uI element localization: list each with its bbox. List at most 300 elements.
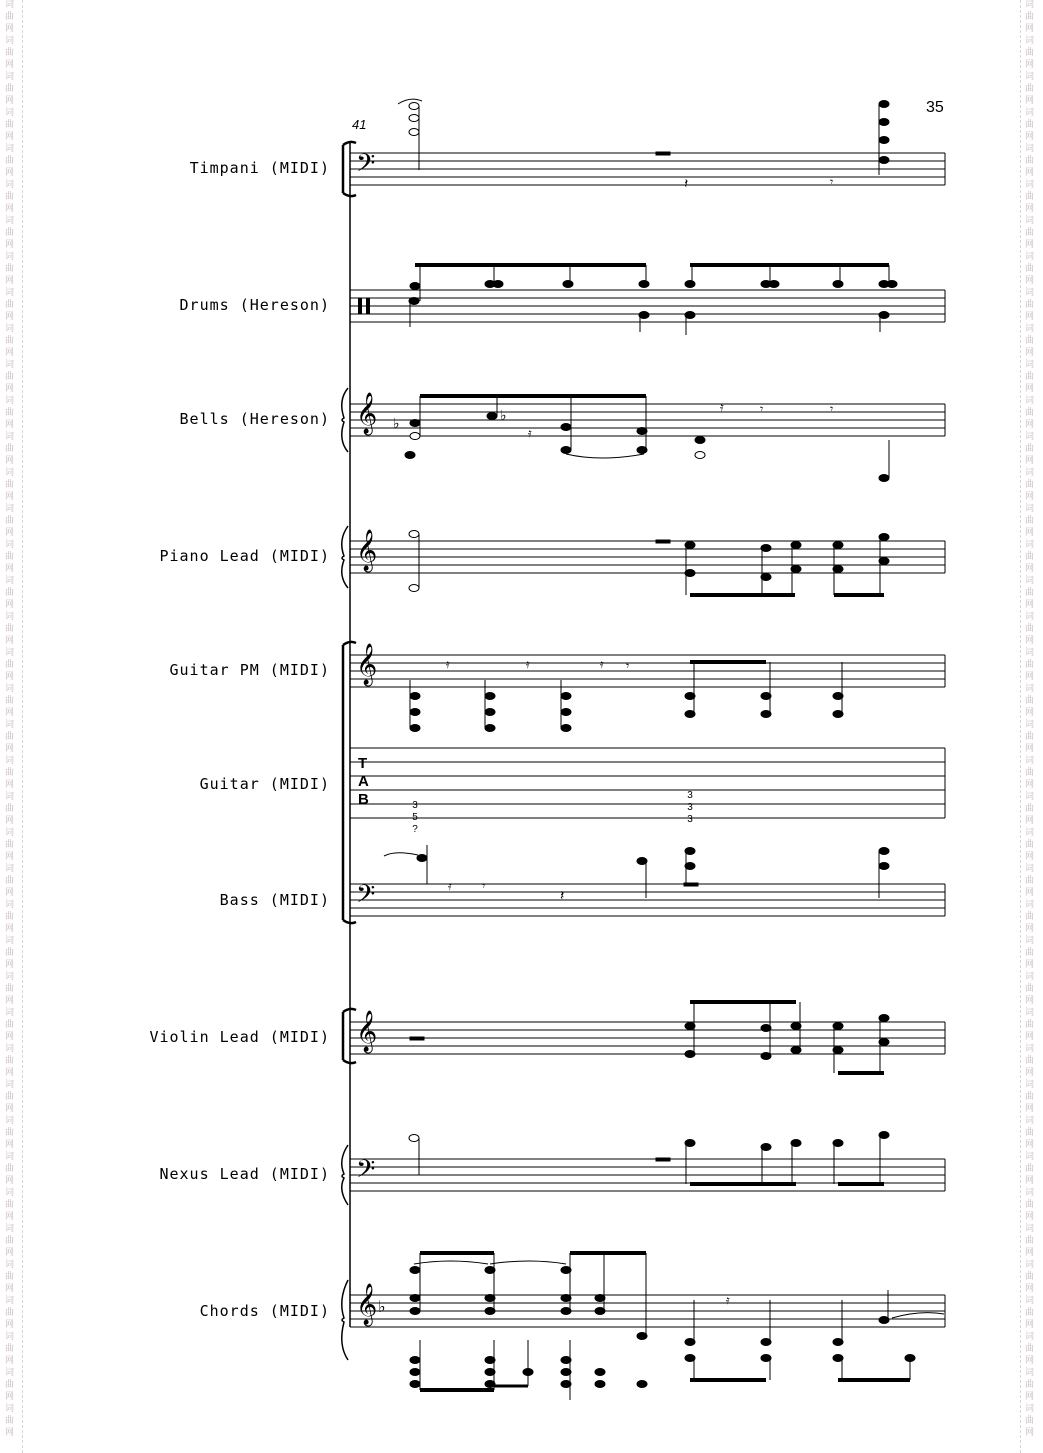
notes-piano [409,531,889,596]
watermark-char: 网 [1025,852,1035,862]
watermark-char: 网 [1025,1068,1035,1078]
svg-text:𝄿: 𝄿 [600,657,604,671]
watermark-char: 词 [1025,612,1035,622]
watermark-char: 词 [1025,540,1035,550]
watermark-char: 词 [5,720,15,730]
label-guitar-pm: Guitar PM (MIDI) [169,661,330,679]
watermark-char: 词 [5,504,15,514]
watermark-char: 词 [1025,1296,1035,1306]
watermark-char: 曲 [5,840,15,850]
watermark-char: 曲 [5,1092,15,1102]
watermark-char: 网 [1025,600,1035,610]
page-number: 35 [926,99,944,116]
treble-clef-violin: 𝄞 [356,1011,378,1052]
svg-text:♭: ♭ [393,416,400,432]
staff-bells [350,404,945,436]
watermark-char: 词 [5,1080,15,1090]
watermark-char: 网 [1025,204,1035,214]
watermark-char: 网 [5,1320,15,1330]
watermark-char: 网 [5,1392,15,1402]
watermark-char: 网 [1025,312,1035,322]
watermark-char: 曲 [1025,588,1035,598]
treble-clef-piano: 𝄞 [356,530,378,571]
watermark-char: 曲 [5,1056,15,1066]
notes-bass [384,845,889,904]
watermark-char: 曲 [5,336,15,346]
staff-violin-lead [350,1022,945,1054]
watermark-char: 词 [5,936,15,946]
watermark-char: 曲 [1025,804,1035,814]
notes-nexus [409,1132,889,1185]
watermark-char: 网 [5,744,15,754]
svg-text:3: 3 [687,802,693,813]
notes-timpani [398,99,889,192]
svg-text:𝄾: 𝄾 [482,879,486,893]
watermark-char: 曲 [5,516,15,526]
watermark-char: 曲 [5,300,15,310]
watermark-char: 词 [1025,756,1035,766]
watermark-char: 词 [1025,1368,1035,1378]
watermark-char: 网 [5,168,15,178]
watermark-char: 词 [1025,360,1035,370]
watermark-char: 词 [1025,720,1035,730]
watermark-char: 词 [5,1188,15,1198]
watermark-char: 网 [5,420,15,430]
watermark-char: 曲 [1025,660,1035,670]
watermark-char: 词 [5,72,15,82]
watermark-char: 网 [5,924,15,934]
watermark-char: 曲 [5,876,15,886]
brace-chords [342,1280,348,1360]
watermark-char: 曲 [5,732,15,742]
watermark-char: 词 [5,396,15,406]
watermark-char: 词 [1025,972,1035,982]
watermark-char: 网 [5,1428,15,1438]
svg-text:3: 3 [687,814,693,825]
svg-text:𝄿: 𝄿 [448,879,452,893]
watermark-char: 词 [5,792,15,802]
watermark-char: 曲 [5,1308,15,1318]
watermark-char: 曲 [5,1344,15,1354]
watermark-char: 词 [5,432,15,442]
watermark-char: 曲 [1025,300,1035,310]
watermark-char: 曲 [1025,120,1035,130]
bass-clef-nexus: 𝄢 [356,1155,376,1190]
watermark-char: 曲 [1025,264,1035,274]
watermark-char: 词 [5,684,15,694]
watermark-char: 网 [1025,960,1035,970]
label-piano-lead: Piano Lead (MIDI) [159,547,330,565]
key-flat-chords: ♭ [378,1297,386,1316]
watermark-char: 词 [1025,72,1035,82]
watermark-char: 曲 [1025,228,1035,238]
svg-text:𝄽: 𝄽 [684,176,689,192]
watermark-char: 词 [1025,648,1035,658]
watermark-char: 曲 [1025,1164,1035,1174]
watermark-char: 词 [5,612,15,622]
svg-text:𝄽: 𝄽 [560,888,565,904]
brace-bells [342,388,348,452]
watermark-char: 曲 [1025,12,1035,22]
watermark-char: 词 [1025,828,1035,838]
watermark-char: 词 [1025,1188,1035,1198]
watermark-char: 曲 [1025,1344,1035,1354]
watermark-char: 词 [5,1332,15,1342]
watermark-char: 网 [5,1356,15,1366]
watermark-char: 词 [1025,1008,1035,1018]
watermark-char: 网 [1025,1320,1035,1330]
watermark-char: 网 [5,132,15,142]
treble-clef-bells: 𝄞 [356,393,378,434]
watermark-char: 曲 [5,228,15,238]
watermark-char: 网 [5,636,15,646]
watermark-char: 曲 [5,984,15,994]
watermark-char: 网 [5,564,15,574]
staff-guitar-tab [350,748,945,818]
watermark-char: 曲 [5,192,15,202]
watermark-char: 网 [1025,276,1035,286]
watermark-char: 网 [1025,924,1035,934]
watermark-char: 曲 [1025,1272,1035,1282]
watermark-char: 网 [1025,780,1035,790]
watermark-char: 网 [1025,636,1035,646]
watermark-char: 网 [1025,1392,1035,1402]
watermark-char: 曲 [5,948,15,958]
watermark-char: 曲 [1025,336,1035,346]
staff-chords [350,1295,945,1327]
watermark-char: 网 [1025,420,1035,430]
watermark-char: 词 [5,1116,15,1126]
watermark-char: 曲 [1025,516,1035,526]
watermark-char: 网 [5,312,15,322]
watermark-char: 网 [5,96,15,106]
brace-nexus [342,1145,348,1205]
watermark-char: 网 [5,60,15,70]
watermark-char: 曲 [5,156,15,166]
watermark-char: 词 [1025,1044,1035,1054]
label-timpani: Timpani (MIDI) [189,159,330,177]
watermark-char: 网 [5,1032,15,1042]
watermark-char: 曲 [1025,1308,1035,1318]
watermark-char: 曲 [5,624,15,634]
watermark-char: 网 [1025,132,1035,142]
watermark-char: 词 [5,1296,15,1306]
watermark-char: 网 [1025,888,1035,898]
watermark-char: 曲 [5,1416,15,1426]
watermark-char: 词 [1025,432,1035,442]
watermark-char: 曲 [1025,480,1035,490]
watermark-char: 曲 [5,1164,15,1174]
svg-text:𝄾: 𝄾 [830,402,834,416]
watermark-char: 曲 [5,552,15,562]
watermark-char: 网 [5,204,15,214]
watermark-char: 网 [1025,1140,1035,1150]
watermark-char: 网 [5,528,15,538]
label-nexus-lead: Nexus Lead (MIDI) [159,1165,330,1183]
watermark-char: 网 [5,1284,15,1294]
watermark-char: 曲 [1025,624,1035,634]
svg-text:𝄿: 𝄿 [526,657,530,671]
watermark-char: 词 [5,1404,15,1414]
watermark-char: 词 [5,108,15,118]
watermark-char: 曲 [5,1272,15,1282]
svg-text:?: ? [412,824,418,835]
svg-text:3: 3 [687,790,693,801]
watermark-char: 曲 [5,768,15,778]
watermark-char: 网 [5,1068,15,1078]
measure-number: 41 [352,117,367,132]
watermark-char: 网 [5,600,15,610]
watermark-char: 网 [1025,1356,1035,1366]
watermark-char: 曲 [1025,768,1035,778]
watermark-char: 词 [1025,1260,1035,1270]
watermark-char: 词 [1025,936,1035,946]
watermark-char: 曲 [1025,696,1035,706]
treble-clef-chords: 𝄞 [356,1284,378,1325]
watermark-char: 词 [5,144,15,154]
watermark-char: 词 [5,360,15,370]
svg-text:𝄾: 𝄾 [830,175,834,189]
tab-clef [358,755,369,808]
watermark-char: 词 [1025,216,1035,226]
watermark-char: 词 [1025,864,1035,874]
watermark-char: 曲 [1025,984,1035,994]
watermark-char: 词 [5,1044,15,1054]
svg-text:♭: ♭ [500,408,507,424]
watermark-char: 曲 [5,1128,15,1138]
watermark-char: 网 [1025,564,1035,574]
watermark-char: 词 [1025,1080,1035,1090]
watermark-char: 词 [1025,504,1035,514]
watermark-char: 网 [1025,816,1035,826]
watermark-char: 网 [1025,528,1035,538]
watermark-char: 词 [5,540,15,550]
watermark-char: 网 [5,888,15,898]
svg-text:𝄾: 𝄾 [760,402,764,416]
watermark-char: 曲 [5,588,15,598]
watermark-char: 词 [1025,1332,1035,1342]
watermark-char: 网 [1025,1176,1035,1186]
watermark-char: 词 [1025,396,1035,406]
watermark-char: 词 [5,900,15,910]
watermark-char: 网 [1025,672,1035,682]
watermark-char: 曲 [5,1200,15,1210]
watermark-char: 网 [1025,1284,1035,1294]
watermark-char: 网 [1025,744,1035,754]
watermark-char: 网 [5,996,15,1006]
watermark-char: 网 [5,276,15,286]
watermark-char: 曲 [1025,156,1035,166]
watermark-char: 词 [1025,108,1035,118]
watermark-char: 曲 [5,660,15,670]
svg-text:𝄿: 𝄿 [720,400,724,414]
watermark-char: 网 [1025,996,1035,1006]
watermark-char: 曲 [5,1236,15,1246]
watermark-char: 网 [5,240,15,250]
watermark-char: 曲 [1025,732,1035,742]
watermark-char: 网 [5,852,15,862]
watermark-char: 网 [5,384,15,394]
watermark-char: 词 [5,288,15,298]
notes-guitar-pm [410,657,843,732]
watermark-char: 词 [1025,252,1035,262]
watermark-char: 网 [1025,1104,1035,1114]
watermark-char: 曲 [1025,1200,1035,1210]
bass-clef-timpani: 𝄢 [356,149,376,184]
watermark-char: 网 [1025,1248,1035,1258]
tab-numbers [412,790,693,835]
svg-text:𝄿: 𝄿 [528,426,532,440]
notes-bells [393,396,889,482]
watermark-char: 曲 [5,1020,15,1030]
watermark-char: 词 [5,1260,15,1270]
watermark-char: 网 [1025,60,1035,70]
watermark-char: 曲 [5,264,15,274]
watermark-char: 词 [5,1152,15,1162]
watermark-char: 曲 [1025,840,1035,850]
watermark-char: 词 [1025,180,1035,190]
watermark-char: 曲 [5,372,15,382]
svg-text:𝄾: 𝄾 [626,659,630,673]
watermark-char: 网 [5,960,15,970]
watermark-char: 网 [5,780,15,790]
watermark-char: 曲 [1025,1380,1035,1390]
svg-text:𝄿: 𝄿 [726,1293,730,1307]
watermark-char: 曲 [5,444,15,454]
watermark-char: 词 [1025,468,1035,478]
watermark-char: 网 [5,708,15,718]
watermark-char: 词 [1025,144,1035,154]
svg-text:3: 3 [412,800,418,811]
watermark-char: 曲 [1025,444,1035,454]
staff-guitar-pm [350,655,945,687]
watermark-char: 网 [5,24,15,34]
watermark-char: 曲 [1025,372,1035,382]
watermark-char: 曲 [5,1380,15,1390]
watermark-char: 曲 [1025,408,1035,418]
watermark-char: 曲 [5,912,15,922]
watermark-char: 曲 [5,480,15,490]
watermark-char: 词 [5,648,15,658]
watermark-char: 词 [5,1368,15,1378]
watermark-char: 词 [1025,288,1035,298]
svg-text:5: 5 [412,812,418,823]
watermark-char: 词 [1025,684,1035,694]
watermark-char: 词 [5,468,15,478]
watermark-char: 词 [1025,1152,1035,1162]
watermark-char: 网 [1025,168,1035,178]
watermark-char: 曲 [1025,84,1035,94]
watermark-char: 曲 [1025,1236,1035,1246]
watermark-char: 词 [1025,0,1035,10]
watermark-char: 词 [1025,324,1035,334]
watermark-char: 词 [5,324,15,334]
label-violin-lead: Violin Lead (MIDI) [149,1028,330,1046]
label-bass: Bass (MIDI) [219,891,330,909]
watermark-char: 网 [5,816,15,826]
staff-bass [350,884,945,916]
watermark-char: 网 [1025,1212,1035,1222]
watermark-char: 词 [1025,576,1035,586]
watermark-char: 网 [1025,492,1035,502]
watermark-char: 词 [5,972,15,982]
watermark-char: 网 [5,1104,15,1114]
watermark-char: 词 [5,0,15,10]
brace-piano [342,526,348,588]
watermark-char: 网 [5,1248,15,1258]
watermark-char: 词 [1025,900,1035,910]
watermark-char: 曲 [5,408,15,418]
svg-text:A: A [358,773,369,790]
watermark-char: 词 [1025,1404,1035,1414]
svg-text:T: T [358,755,368,772]
watermark-char: 词 [5,756,15,766]
watermark-char: 曲 [1025,876,1035,886]
watermark-char: 词 [1025,792,1035,802]
watermark-char: 网 [1025,1032,1035,1042]
watermark-char: 网 [5,492,15,502]
watermark-char: 曲 [1025,1020,1035,1030]
svg-text:𝄿: 𝄿 [446,657,450,671]
watermark-char: 曲 [1025,948,1035,958]
watermark-char: 网 [1025,456,1035,466]
watermark-char: 曲 [1025,1056,1035,1066]
watermark-char: 曲 [5,48,15,58]
watermark-char: 曲 [5,12,15,22]
watermark-char: 词 [5,828,15,838]
label-drums: Drums (Hereson) [179,296,330,314]
label-bells: Bells (Hereson) [179,410,330,428]
watermark-char: 网 [5,1212,15,1222]
watermark-char: 曲 [1025,192,1035,202]
watermark-char: 词 [5,216,15,226]
watermark-char: 网 [5,1176,15,1186]
watermark-char: 曲 [5,696,15,706]
watermark-char: 词 [5,36,15,46]
label-guitar: Guitar (MIDI) [199,775,330,793]
watermark-char: 词 [1025,1116,1035,1126]
watermark-char: 曲 [1025,1416,1035,1426]
label-chords: Chords (MIDI) [199,1302,330,1320]
watermark-char: 网 [1025,708,1035,718]
watermark-char: 网 [5,672,15,682]
watermark-char: 曲 [5,84,15,94]
watermark-char: 网 [1025,240,1035,250]
watermark-char: 词 [5,252,15,262]
watermark-char: 曲 [1025,912,1035,922]
watermark-char: 网 [1025,384,1035,394]
watermark-char: 曲 [1025,48,1035,58]
watermark-char: 网 [5,456,15,466]
staff-timpani [350,153,945,185]
watermark-char: 词 [5,180,15,190]
staff-nexus-lead [350,1159,945,1191]
bass-clef-bass: 𝄢 [356,880,376,915]
watermark-char: 曲 [1025,1092,1035,1102]
watermark-char: 曲 [5,120,15,130]
watermark-char: 词 [5,1008,15,1018]
watermark-char: 网 [5,1140,15,1150]
watermark-char: 曲 [5,804,15,814]
watermark-char: 词 [1025,1224,1035,1234]
treble-clef-guitar-pm: 𝄞 [356,644,378,685]
watermark-char: 网 [1025,348,1035,358]
watermark-char: 网 [1025,1428,1035,1438]
watermark-char: 网 [1025,24,1035,34]
svg-text:B: B [358,791,369,808]
watermark-char: 词 [1025,36,1035,46]
notes-drums [409,265,897,335]
